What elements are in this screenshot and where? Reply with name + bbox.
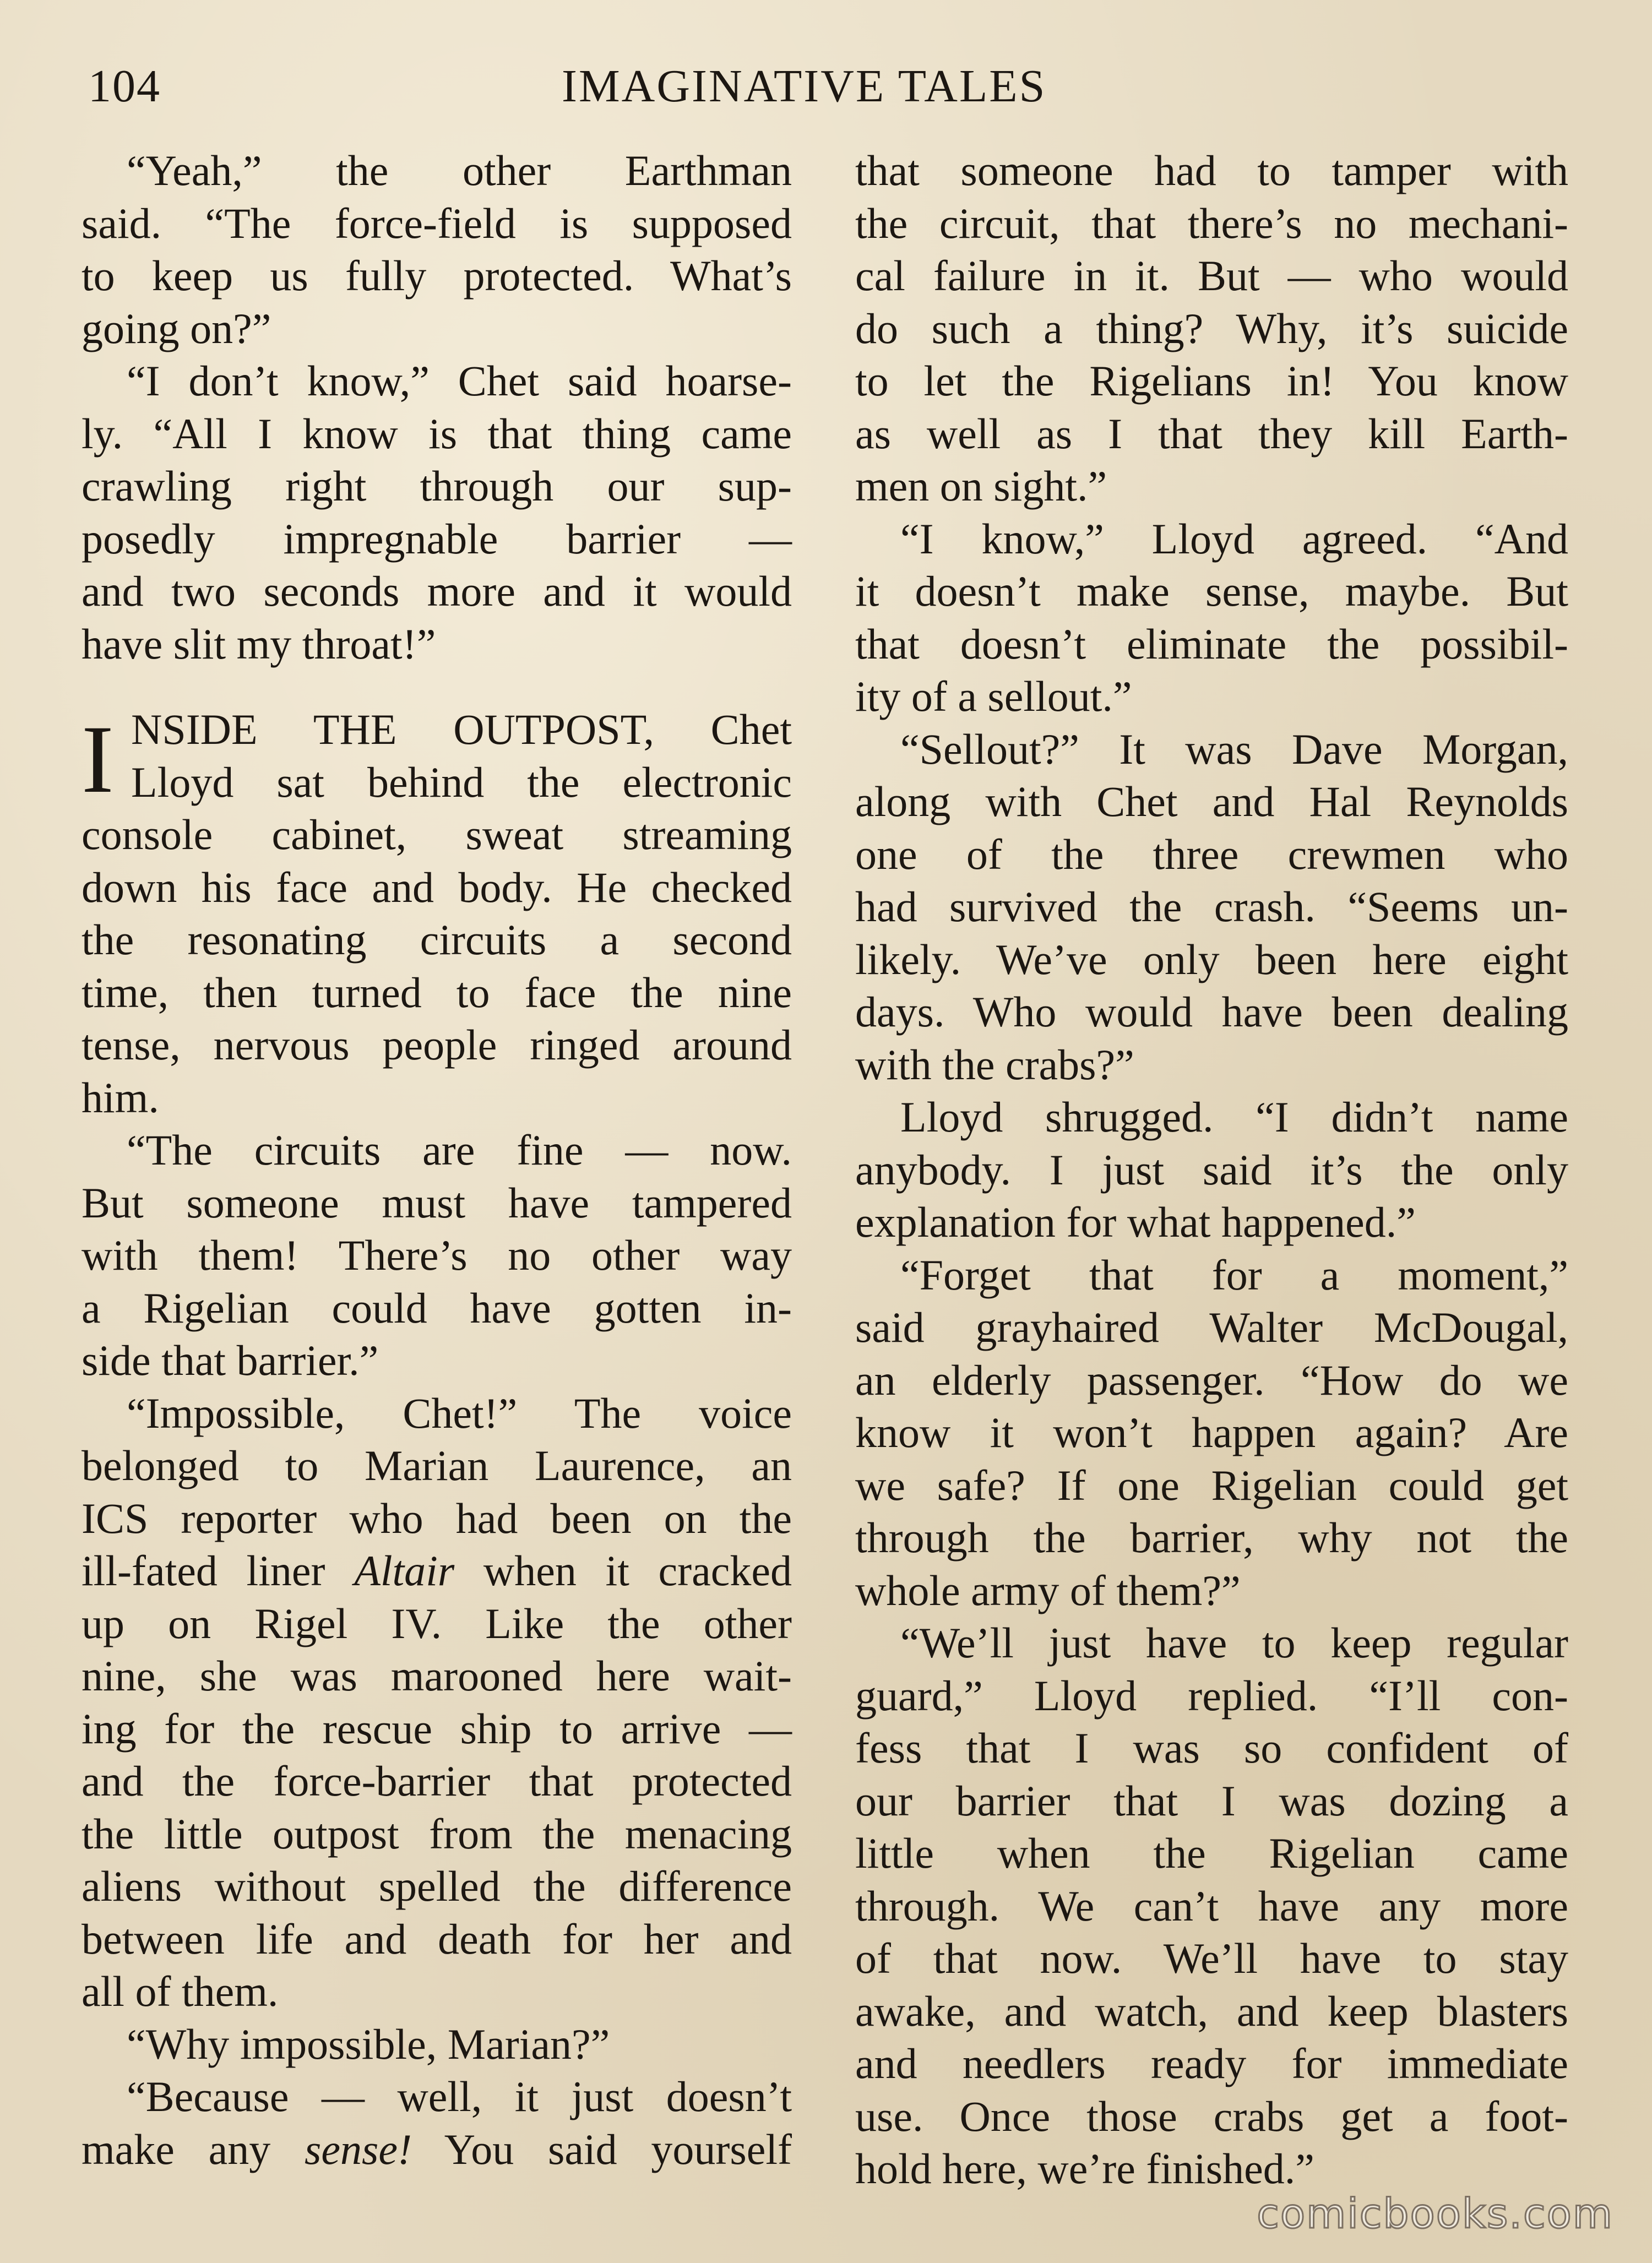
text-line: to let the Rigelians in! You know: [855, 357, 1568, 405]
magazine-title: IMAGINATIVE TALES: [562, 61, 1047, 112]
text-line: through. We can’t have any more: [855, 1881, 1568, 1930]
text-line: little when the Rigelian came: [855, 1829, 1568, 1877]
text-line: had survived the crash. “Seems un-: [855, 883, 1568, 931]
text-line: likely. We’ve only been here eight: [855, 935, 1568, 983]
text-line: time, then turned to face the nine: [81, 968, 792, 1016]
text-line: “I know,” Lloyd agreed. “And: [900, 514, 1568, 563]
text-line: up on Rigel IV. Like the other: [81, 1599, 792, 1647]
text-line: do such a thing? Why, it’s suicide: [855, 304, 1568, 352]
text-line: and the force-barrier that protected: [81, 1757, 792, 1805]
text-line: have slit my throat!”: [81, 619, 436, 668]
text-line: that someone had to tamper with: [855, 146, 1568, 194]
text-line: and two seconds more and it would: [81, 567, 792, 615]
text-line: use. Once those crabs get a foot-: [855, 2092, 1568, 2140]
text-line: anybody. I just said it’s the only: [855, 1145, 1568, 1194]
text-line: the resonating circuits a second: [81, 916, 792, 964]
text-line: crawling right through our sup-: [81, 462, 792, 510]
text-line: an elderly passenger. “How do we: [855, 1356, 1568, 1404]
text-line: Lloyd sat behind the electronic: [131, 758, 792, 806]
text-line: men on sight.”: [855, 462, 1107, 510]
text-line: with them! There’s no other way: [81, 1231, 792, 1279]
left-text-column: [81, 144, 792, 2175]
text-line: “Impossible, Chet!” The voice: [127, 1389, 792, 1437]
text-line: ing for the rescue ship to arrive —: [81, 1704, 792, 1753]
text-line: we safe? If one Rigelian could get: [855, 1461, 1568, 1509]
text-line: to keep us fully protected. What’s: [81, 252, 792, 300]
text-line: it doesn’t make sense, maybe. But: [855, 567, 1568, 615]
text-line: guard,” Lloyd replied. “I’ll con-: [855, 1671, 1568, 1720]
running-head: [0, 59, 1652, 115]
text-line: the little outpost from the menacing: [81, 1809, 792, 1858]
text-line: said. “The force-field is supposed: [81, 199, 792, 247]
text-line: ill-fated liner Altair when it cracked: [81, 1547, 792, 1595]
text-line: “Sellout?” It was Dave Morgan,: [900, 725, 1568, 773]
text-line: of that now. We’ll have to stay: [855, 1934, 1568, 1982]
text-line: along with Chet and Hal Reynolds: [855, 777, 1568, 825]
text-line: “I don’t know,” Chet said hoarse-: [127, 357, 792, 405]
text-line: “We’ll just have to keep regular: [900, 1619, 1568, 1667]
text-line: hold here, we’re finished.”: [855, 2145, 1314, 2193]
text-line: cal failure in it. But — who would: [855, 252, 1568, 300]
text-line: ly. “All I know is that thing came: [81, 409, 792, 458]
text-line: between life and death for her and: [81, 1914, 792, 1963]
text-line: whole army of them?”: [855, 1566, 1241, 1614]
text-line: all of them.: [81, 1967, 279, 2015]
section-break: [81, 670, 792, 703]
text-line: down his face and body. He checked: [81, 863, 792, 911]
text-line: with the crabs?”: [855, 1040, 1134, 1089]
text-line: “Why impossible, Marian?”: [127, 2020, 610, 2068]
text-line: make any sense! You said yourself: [81, 2125, 792, 2173]
text-line: the circuit, that there’s no mechani-: [855, 199, 1568, 247]
text-line: and needlers ready for immediate: [855, 2039, 1568, 2087]
text-line: awake, and watch, and keep blasters: [855, 1987, 1568, 2035]
text-line: console cabinet, sweat streaming: [81, 810, 792, 858]
text-line: “The circuits are fine — now.: [127, 1126, 792, 1174]
drop-cap: I: [81, 706, 114, 813]
text-line: days. Who would have been dealing: [855, 988, 1568, 1036]
text-line: as well as I that they kill Earth-: [855, 409, 1568, 458]
text-line: fess that I was so confident of: [855, 1724, 1568, 1772]
text-line: him.: [81, 1073, 159, 1122]
text-line: our barrier that I was dozing a: [855, 1776, 1568, 1825]
text-line: aliens without spelled the difference: [81, 1862, 792, 1910]
text-line: belonged to Marian Laurence, an: [81, 1441, 792, 1489]
right-text-column: [855, 144, 1568, 2195]
watermark: comicbooks.com: [1257, 2190, 1613, 2238]
text-line: one of the three crewmen who: [855, 830, 1568, 878]
text-line: explanation for what happened.”: [855, 1198, 1416, 1246]
text-line: going on?”: [81, 304, 271, 352]
text-line: “Yeah,” the other Earthman: [127, 146, 792, 194]
text-line: But someone must have tampered: [81, 1178, 792, 1227]
text-line: nine, she was marooned here wait-: [81, 1652, 792, 1700]
text-line: ICS reporter who had been on the: [81, 1494, 792, 1542]
text-line: Lloyd shrugged. “I didn’t name: [900, 1093, 1568, 1141]
text-line: tense, nervous people ringed around: [81, 1021, 792, 1069]
text-line: through the barrier, why not the: [855, 1514, 1568, 1562]
text-line: ity of a sellout.”: [855, 672, 1132, 720]
page-number: 104: [88, 61, 161, 112]
text-line: posedly impregnable barrier —: [81, 514, 792, 563]
text-line: side that barrier.”: [81, 1336, 379, 1384]
text-line: “Forget that for a moment,”: [900, 1250, 1568, 1299]
text-line: know it won’t happen again? Are: [855, 1408, 1568, 1456]
text-line: a Rigelian could have gotten in-: [81, 1283, 792, 1332]
text-line: I NSIDE THE OUTPOST, Chet: [81, 705, 792, 813]
text-line: “Because — well, it just doesn’t: [127, 2072, 792, 2120]
text-line: that doesn’t eliminate the possibil-: [855, 619, 1568, 668]
text-line: said grayhaired Walter McDougal,: [855, 1303, 1568, 1351]
